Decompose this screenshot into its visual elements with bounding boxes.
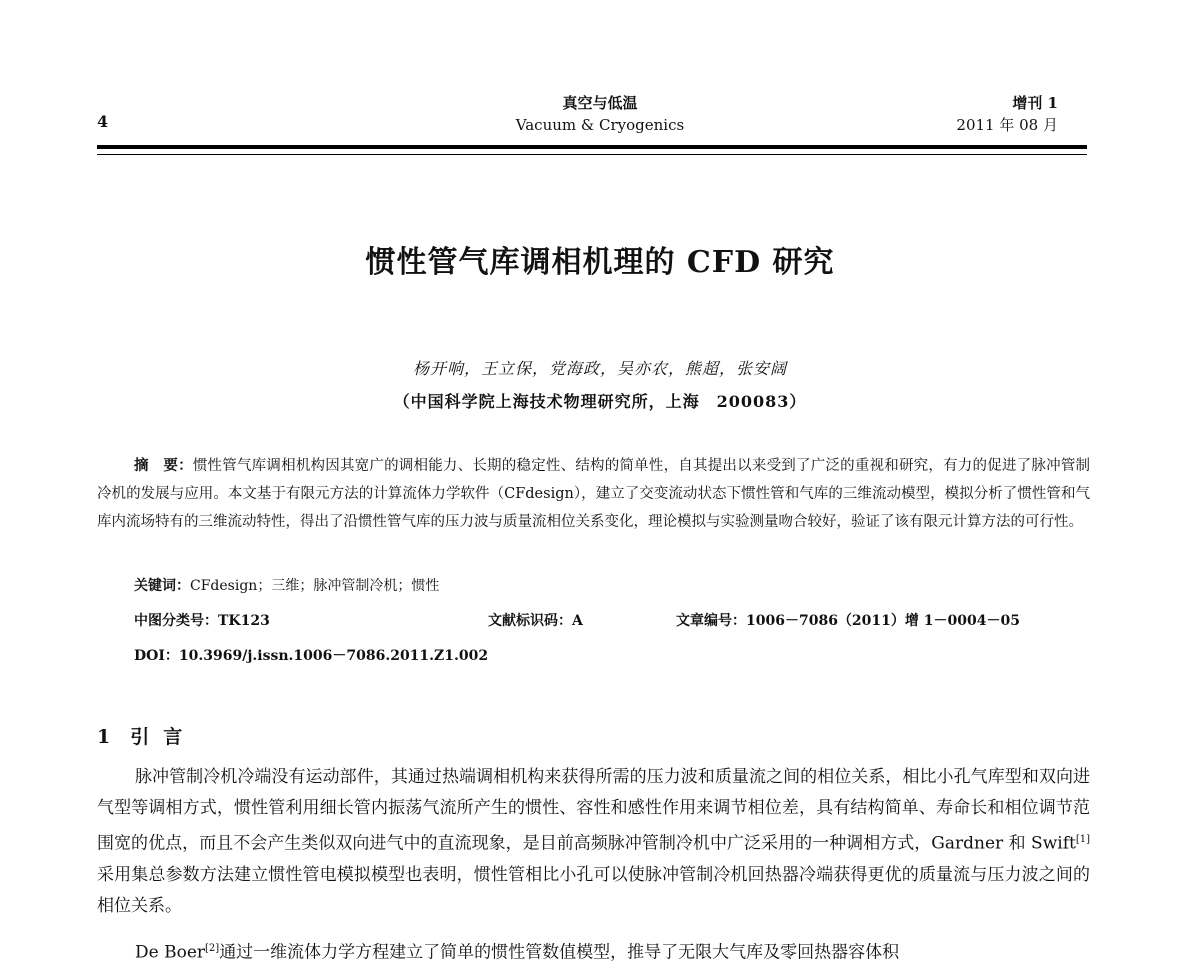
citation-ref-2[interactable]: [2] bbox=[205, 943, 220, 954]
para1-text-b: 采用集总参数方法建立惯性管电模拟模型也表明，惯性管相比小孔可以使脉冲管制冷机回热器冷端获得更优的质量流与压力波之间的相位关系。 bbox=[97, 864, 1090, 916]
issue-date: 2011 年 08 月 bbox=[956, 116, 1058, 134]
citation-ref[interactable]: [1] bbox=[1075, 834, 1090, 845]
article-number: 文章编号：1006－7086（2011）增 1－0004－05 bbox=[676, 613, 1020, 629]
abstract-text: 惯性管气库调相机构因其宽广的调相能力、长期的稳定性、结构的简单性，自其提出以来受到了广泛的重视和研究，有力的促进了脉冲管制冷机的发展与应用。本文基于有限元方法的计算流体力学软件（CFdesign），建立了交变流动状态下惯性管和气库的三维流动模型，模拟分析了惯性管和气库内流场特有的三维流动特性，得出了沿惯性管气库的压力波与质量流相位关系变化，理论模拟与实验测量吻合较好，验证了该有限元计算方法的可行性。 bbox=[97, 458, 1090, 530]
abstract bbox=[97, 452, 1090, 536]
paper-title: 惯性管气库调相机理的 CFD 研究 bbox=[365, 245, 835, 280]
body-paragraph bbox=[97, 762, 1090, 922]
para2-text-b: 通过一维流体力学方程建立了简单的惯性管数值模型，推导了无限大气库及零回热器容体积 bbox=[219, 942, 900, 963]
keywords-label: 关键词： bbox=[134, 578, 190, 594]
section-number: 1 bbox=[97, 726, 111, 748]
keywords-text: CFdesign；三维；脉冲管制冷机；惯性 bbox=[190, 578, 440, 594]
document-code: 文献标识码：A bbox=[488, 613, 583, 629]
para2-text-a: De Boer bbox=[135, 942, 206, 963]
doi: DOI：10.3969/j.issn.1006－7086.2011.Z1.002 bbox=[134, 648, 489, 664]
affiliation: （中国科学院上海技术物理研究所，上海 200083） bbox=[393, 392, 807, 411]
body-paragraph-2 bbox=[97, 933, 1090, 969]
page-number: 4 bbox=[97, 112, 109, 131]
keywords bbox=[134, 575, 439, 595]
header-rule-thick bbox=[97, 145, 1087, 149]
journal-name-cn: 真空与低温 bbox=[562, 94, 638, 112]
authors: 杨开响，王立保，党海政，吴亦农，熊超，张安阔 bbox=[412, 359, 787, 378]
issue-label: 增刊 1 bbox=[1012, 94, 1058, 112]
clc-number: 中图分类号：TK123 bbox=[134, 613, 270, 629]
header-rule-thin bbox=[97, 154, 1087, 155]
journal-name-en: Vacuum & Cryogenics bbox=[515, 116, 685, 134]
abstract-label: 摘 要： bbox=[134, 457, 193, 474]
section-heading bbox=[97, 722, 196, 749]
section-title: 引言 bbox=[130, 726, 197, 748]
issue-info bbox=[930, 92, 1058, 136]
para1-text-a: 脉冲管制冷机冷端没有运动部件，其通过热端调相机构来获得所需的压力波和质量流之间的相位关系，相比小孔气库型和双向进气型等调相方式，惯性管利用细长管内振荡气流所产生的惯性、容性和感性作用来调节相位差，具有结构简单、寿命长和相位调节范围宽的优点，而且不会产生类似双向进气中的直流现象，是目前高频脉冲管制冷机中广泛采用的一种调相方式，Gardner 和 Swift bbox=[97, 767, 1090, 854]
